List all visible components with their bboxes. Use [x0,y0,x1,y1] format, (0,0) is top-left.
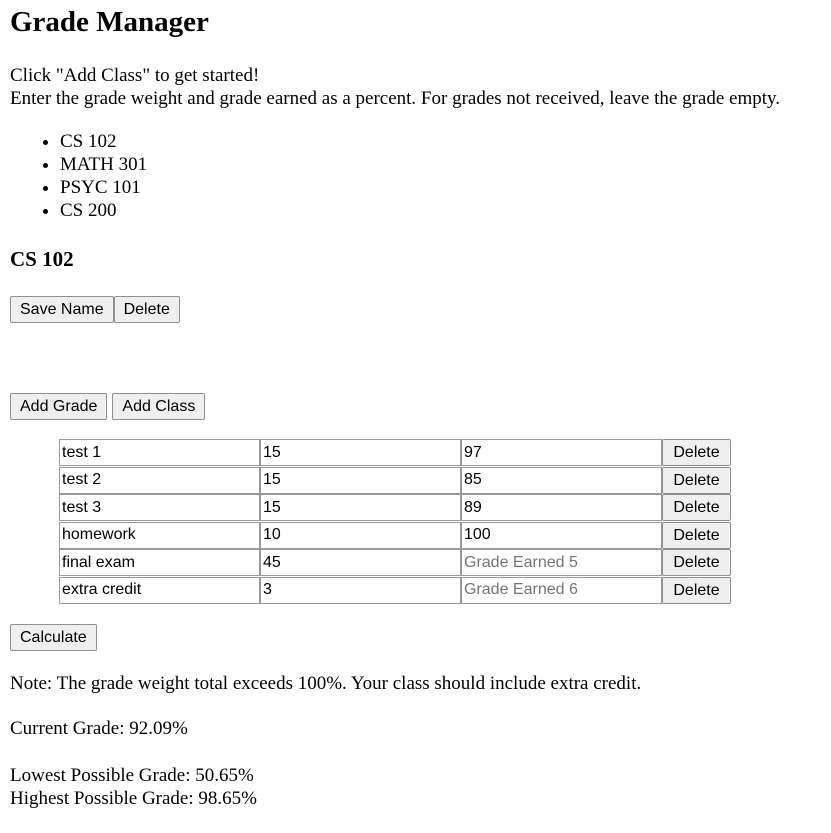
grade-earned-input[interactable] [461,467,662,494]
grade-actions [10,393,205,420]
add-grade-button[interactable]: Add Grade [10,393,107,420]
intro-line-2: Enter the grade weight and grade earned as a percent. For grades not received, leave the grade empty. [10,88,781,109]
class-list-item[interactable]: • PSYC 101 [60,176,147,199]
highest-possible-grade: Highest Possible Grade: 98.65% [10,788,257,809]
table-row [59,577,731,605]
delete-class-button[interactable]: Delete [114,296,180,323]
class-list [10,130,147,222]
class-list-item[interactable]: • MATH 301 [60,153,147,176]
delete-grade-button[interactable]: Delete [662,549,731,576]
grade-name-input[interactable] [59,522,260,549]
add-class-button[interactable]: Add Class [112,393,205,420]
table-row [59,439,731,467]
grade-earned-input[interactable] [461,549,662,576]
lowest-possible-grade: Lowest Possible Grade: 50.65% [10,765,254,786]
weight-note: Note: The grade weight total exceeds 100%. Your class should include extra credit. [10,673,642,694]
grade-earned-input[interactable] [461,577,662,604]
grade-name-input[interactable] [59,439,260,466]
grade-weight-input[interactable] [260,522,461,549]
class-actions [10,296,180,323]
grade-name-input[interactable] [59,494,260,521]
delete-grade-button[interactable]: Delete [662,439,731,466]
grade-earned-input[interactable] [461,439,662,466]
grade-range [10,764,257,810]
delete-grade-button[interactable]: Delete [662,577,731,604]
calculate-button[interactable]: Calculate [10,624,97,651]
selected-class-title: CS 102 [10,247,74,271]
delete-grade-button[interactable]: Delete [662,494,731,521]
grade-weight-input[interactable] [260,577,461,604]
grade-name-input[interactable] [59,577,260,604]
grade-earned-input[interactable] [461,522,662,549]
table-row [59,549,731,577]
intro-text [10,64,780,110]
class-list-item[interactable]: • CS 102 [60,130,147,153]
table-row [59,467,731,495]
class-list-item[interactable]: • CS 200 [60,199,147,222]
grade-name-input[interactable] [59,467,260,494]
intro-line-1: Click "Add Class" to get started! [10,65,260,86]
grades-table [59,439,731,604]
page-title: Grade Manager [10,6,209,38]
current-grade: Current Grade: 92.09% [10,718,188,739]
table-row [59,522,731,550]
table-row [59,494,731,522]
grade-weight-input[interactable] [260,467,461,494]
save-name-button[interactable]: Save Name [10,296,114,323]
delete-grade-button[interactable]: Delete [662,467,731,494]
grade-name-input[interactable] [59,549,260,576]
grade-weight-input[interactable] [260,439,461,466]
grade-weight-input[interactable] [260,549,461,576]
grade-weight-input[interactable] [260,494,461,521]
delete-grade-button[interactable]: Delete [662,522,731,549]
grade-earned-input[interactable] [461,494,662,521]
